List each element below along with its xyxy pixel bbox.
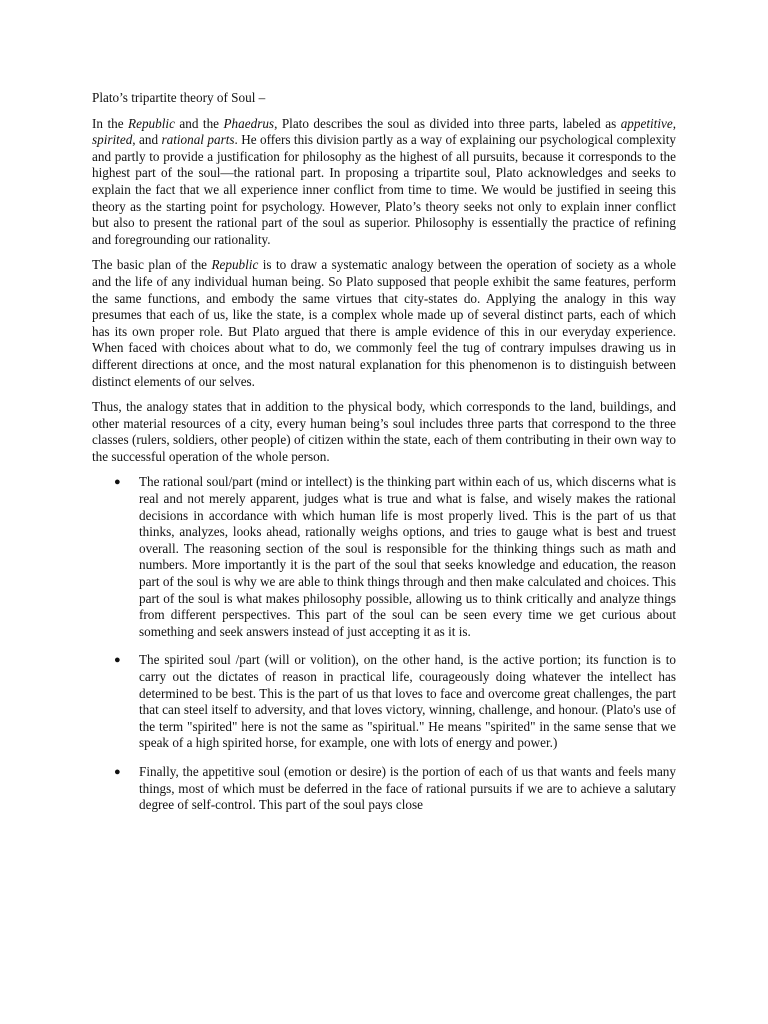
text-run: Thus, the analogy states that in addition to the physical body, which corresponds to the land, buildings, and other material resources of a city, every human being’s soul includes three parts that correspond to the three classes (rulers, soldiers, other people) of citizen within the state, each of them contributing in their own way to the successful operation of the whole person. xyxy=(92,399,676,464)
list-item-text: Finally, the appetitive soul (emotion or desire) is the portion of each of us that wants and feels many things, most of which must be deferred in the face of rational pursuits if we are to achieve a salutary degree of self-control. This part of the soul pays close xyxy=(139,763,676,813)
list-item-text: The spirited soul /part (will or volition), on the other hand, is the active portion; its function is to carry out the dictates of reason in practical life, courageously doing whatever the intellect has determined to be best. This is the part of us that loves to face and overcome great challenges, the part that can steel itself to adversity, and that loves victory, winning, challenge, and honour. (Plato's use of the term "spirited" here is not the same as "spiritual." He means "spirited" in the same sense that we speak of a high spirited horse, for example, one with lots of energy and power.) xyxy=(139,652,676,751)
italic-term: Republic xyxy=(211,257,259,273)
list-item-text: The rational soul/part (mind or intellect) is the thinking part within each of us, which discerns what is real and not merely apparent, judges what is true and what is false, and wisely makes the rational decisions in accordance with which human life is most properly lived. This is the part of us that thinks, analyzes, looks ahead, rationally weighs options, and tries to gauge what is best and truest overall. The reasoning section of the soul is responsible for the thinking things such as math and numbers. More importantly it is the part of the soul that seeks knowledge and education, the reason part of the soul is why we are able to think things through and then make calculated and choices. This part of the soul is what makes philosophy possible, allowing us to think critically and analyze things from different perspectives. This part of the soul can be seen every time we get curious about something and seek answers instead of just accepting it as it is. xyxy=(139,474,676,639)
italic-term: Republic xyxy=(128,115,175,131)
document-title: Plato’s tripartite theory of Soul – xyxy=(92,90,266,105)
paragraph-intro xyxy=(92,116,676,249)
italic-term: Phaedrus xyxy=(223,115,275,131)
paragraph-three-parts xyxy=(92,399,676,465)
paragraph-republic-analogy xyxy=(92,257,676,390)
text-run: The basic plan of the xyxy=(92,257,212,273)
italic-term: spirited xyxy=(92,132,133,148)
text-run: is to draw a systematic analogy between the operation of society as a whole and the life of any individual human being. So Plato supposed that people exhibit the same features, perform the same functions, and embody the same virtues that city-states do. Applying the analogy in this way presumes that each of us, like the state, is a complex whole made up of several distinct parts, each of which has its own proper role. But Plato argued that there is ample evidence of this in our everyday experience. When faced with choices about what to do, we commonly feel the tug of contrary impulses drawing us in different directions at once, and the most natural explanation for this phenomenon is to distinguish between distinct elements of our selves. xyxy=(92,257,676,389)
document-page xyxy=(92,90,676,826)
soul-parts-list xyxy=(92,474,676,813)
bullet-icon: ● xyxy=(114,765,121,778)
list-item-spirited xyxy=(92,652,676,752)
italic-term: rational parts xyxy=(161,132,235,148)
italic-term: appetitive xyxy=(620,115,673,131)
list-item-appetitive xyxy=(92,764,676,814)
text-run: . He offers this division partly as a way of explaining our psychological complexity and partly to provide a justification for philosophy as the highest of all pursuits, because it corresponds to the highest part of the soul—the rational part. In proposing a tripartite soul, Plato acknowledges and seeks to explain the fact that we all experience inner conflict from time to time. We would be justified in seeing this theory as the starting point for psychology. However, Plato’s theory seeks not only to explain inner conflict but also to present the rational part of the soul as superior. Philosophy is essentially the practice of refining and foregrounding our rationality. xyxy=(92,132,676,247)
bullet-icon: ● xyxy=(114,654,121,667)
text-run: , Plato describes the soul as divided into three parts, labeled as xyxy=(274,115,621,131)
text-run: , and xyxy=(132,132,162,148)
bullet-icon: ● xyxy=(114,476,121,489)
list-item-rational xyxy=(92,474,676,640)
text-run: In the xyxy=(92,115,129,131)
text-run: and the xyxy=(174,115,224,131)
text-run: , xyxy=(672,115,676,131)
